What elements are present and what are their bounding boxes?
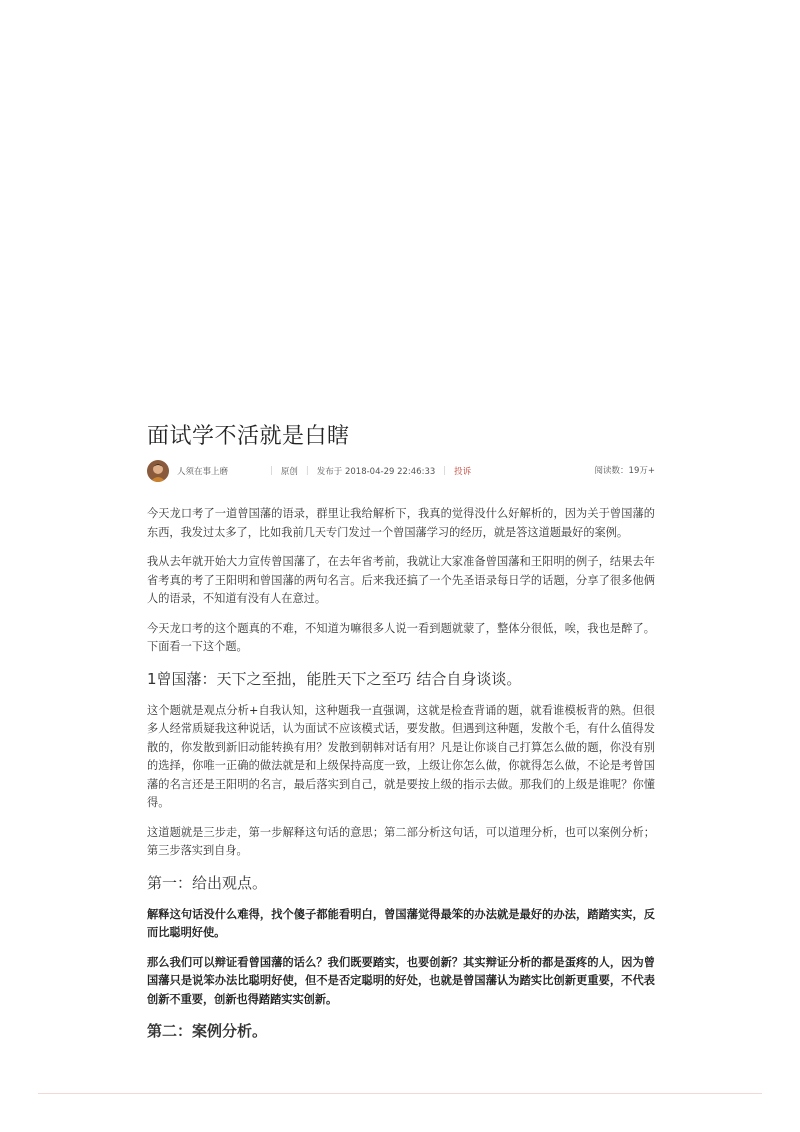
report-link[interactable]: 投诉 <box>454 467 472 477</box>
paragraph: 今天龙口考了一道曾国藩的语录，群里让我给解析下，我真的觉得没什么好解析的，因为关于曾国藩的东西，我发过太多了，比如我前几天专门发过一个曾国藩学习的经历，就是答这道题最好的案例。 <box>147 507 655 539</box>
bold-paragraph: 解释这句话没什么难得，找个傻子都能看明白，曾国藩觉得最笨的办法就是最好的办法，踏踏实实，反而比聪明好使。 <box>147 907 655 939</box>
paragraph: 我从去年就开始大力宣传曾国藩了，在去年省考前，我就让大家准备曾国藩和王阳明的例子，结果去年省考真的考了王阳明和曾国藩的两句名言。后来我还搞了一个先圣语录每日学的话题，分享了很多他俩人的语录，不知道有没有人在意过。 <box>147 555 655 605</box>
section-heading: 1曾国藩：天下之至拙，能胜天下之至巧 结合自身谈谈。 <box>147 669 522 688</box>
page-divider <box>38 1093 762 1094</box>
read-count: 阅读数：19万+ <box>594 466 655 476</box>
section-heading: 第二：案例分析。 <box>147 1022 268 1040</box>
bold-paragraph: 那么我们可以辩证看曾国藩的话么？我们既要踏实，也要创新？其实辩证分析的都是蛋疼的人，因为曾国藩只是说笨办法比聪明好使，但不是否定聪明的好处，也就是曾国藩认为踏实比创新更重要，不代表创新不重要，创新也得踏踏实实创新。 <box>147 955 655 1006</box>
paragraph: 这道题就是三步走，第一步解释这句话的意思；第二部分析这句话，可以道理分析，也可以案例分析；第三步落实到自身。 <box>147 825 655 857</box>
article <box>147 420 655 1054</box>
meta-divider: | <box>305 466 309 476</box>
section-heading: 第一：给出观点。 <box>147 873 268 892</box>
paragraph: 这个题就是观点分析+自我认知，这种题我一直强调，这就是检查背诵的题，就看谁模板背的熟。但很多人经常质疑我这种说话，认为面试不应该模式话，要发散。但遇到这种题，发散个毛，有什么值得发散的，你发散到新旧动能转换有用？发散到朝韩对话有用？凡是让你谈自己打算怎么做的题，你没有别的选择，你唯一正确的做法就是和上级保持高度一致，上级让你怎么做，你就得怎么做，不论是考曾国藩的名言还是王阳明的名言，最后落实到自己，就是要按上级的指示去做。那我们的上级是谁呢？你懂得。 <box>147 703 655 809</box>
article-body <box>147 505 655 1042</box>
author-name[interactable]: 人须在事上磨 <box>177 467 229 477</box>
publish-time: 发布于 2018-04-29 22:46:33 <box>316 467 436 477</box>
meta-divider: | <box>270 466 273 476</box>
article-meta <box>147 459 655 483</box>
original-badge: 原创 <box>280 467 298 477</box>
meta-divider: | <box>443 466 447 476</box>
author-avatar[interactable] <box>147 460 169 482</box>
article-title: 面试学不活就是白瞎 <box>147 424 350 449</box>
paragraph: 今天龙口考的这个题真的不难，不知道为嘛很多人说一看到题就蒙了，整体分很低，唉，我也是醉了。下面看一下这个题。 <box>147 621 655 653</box>
